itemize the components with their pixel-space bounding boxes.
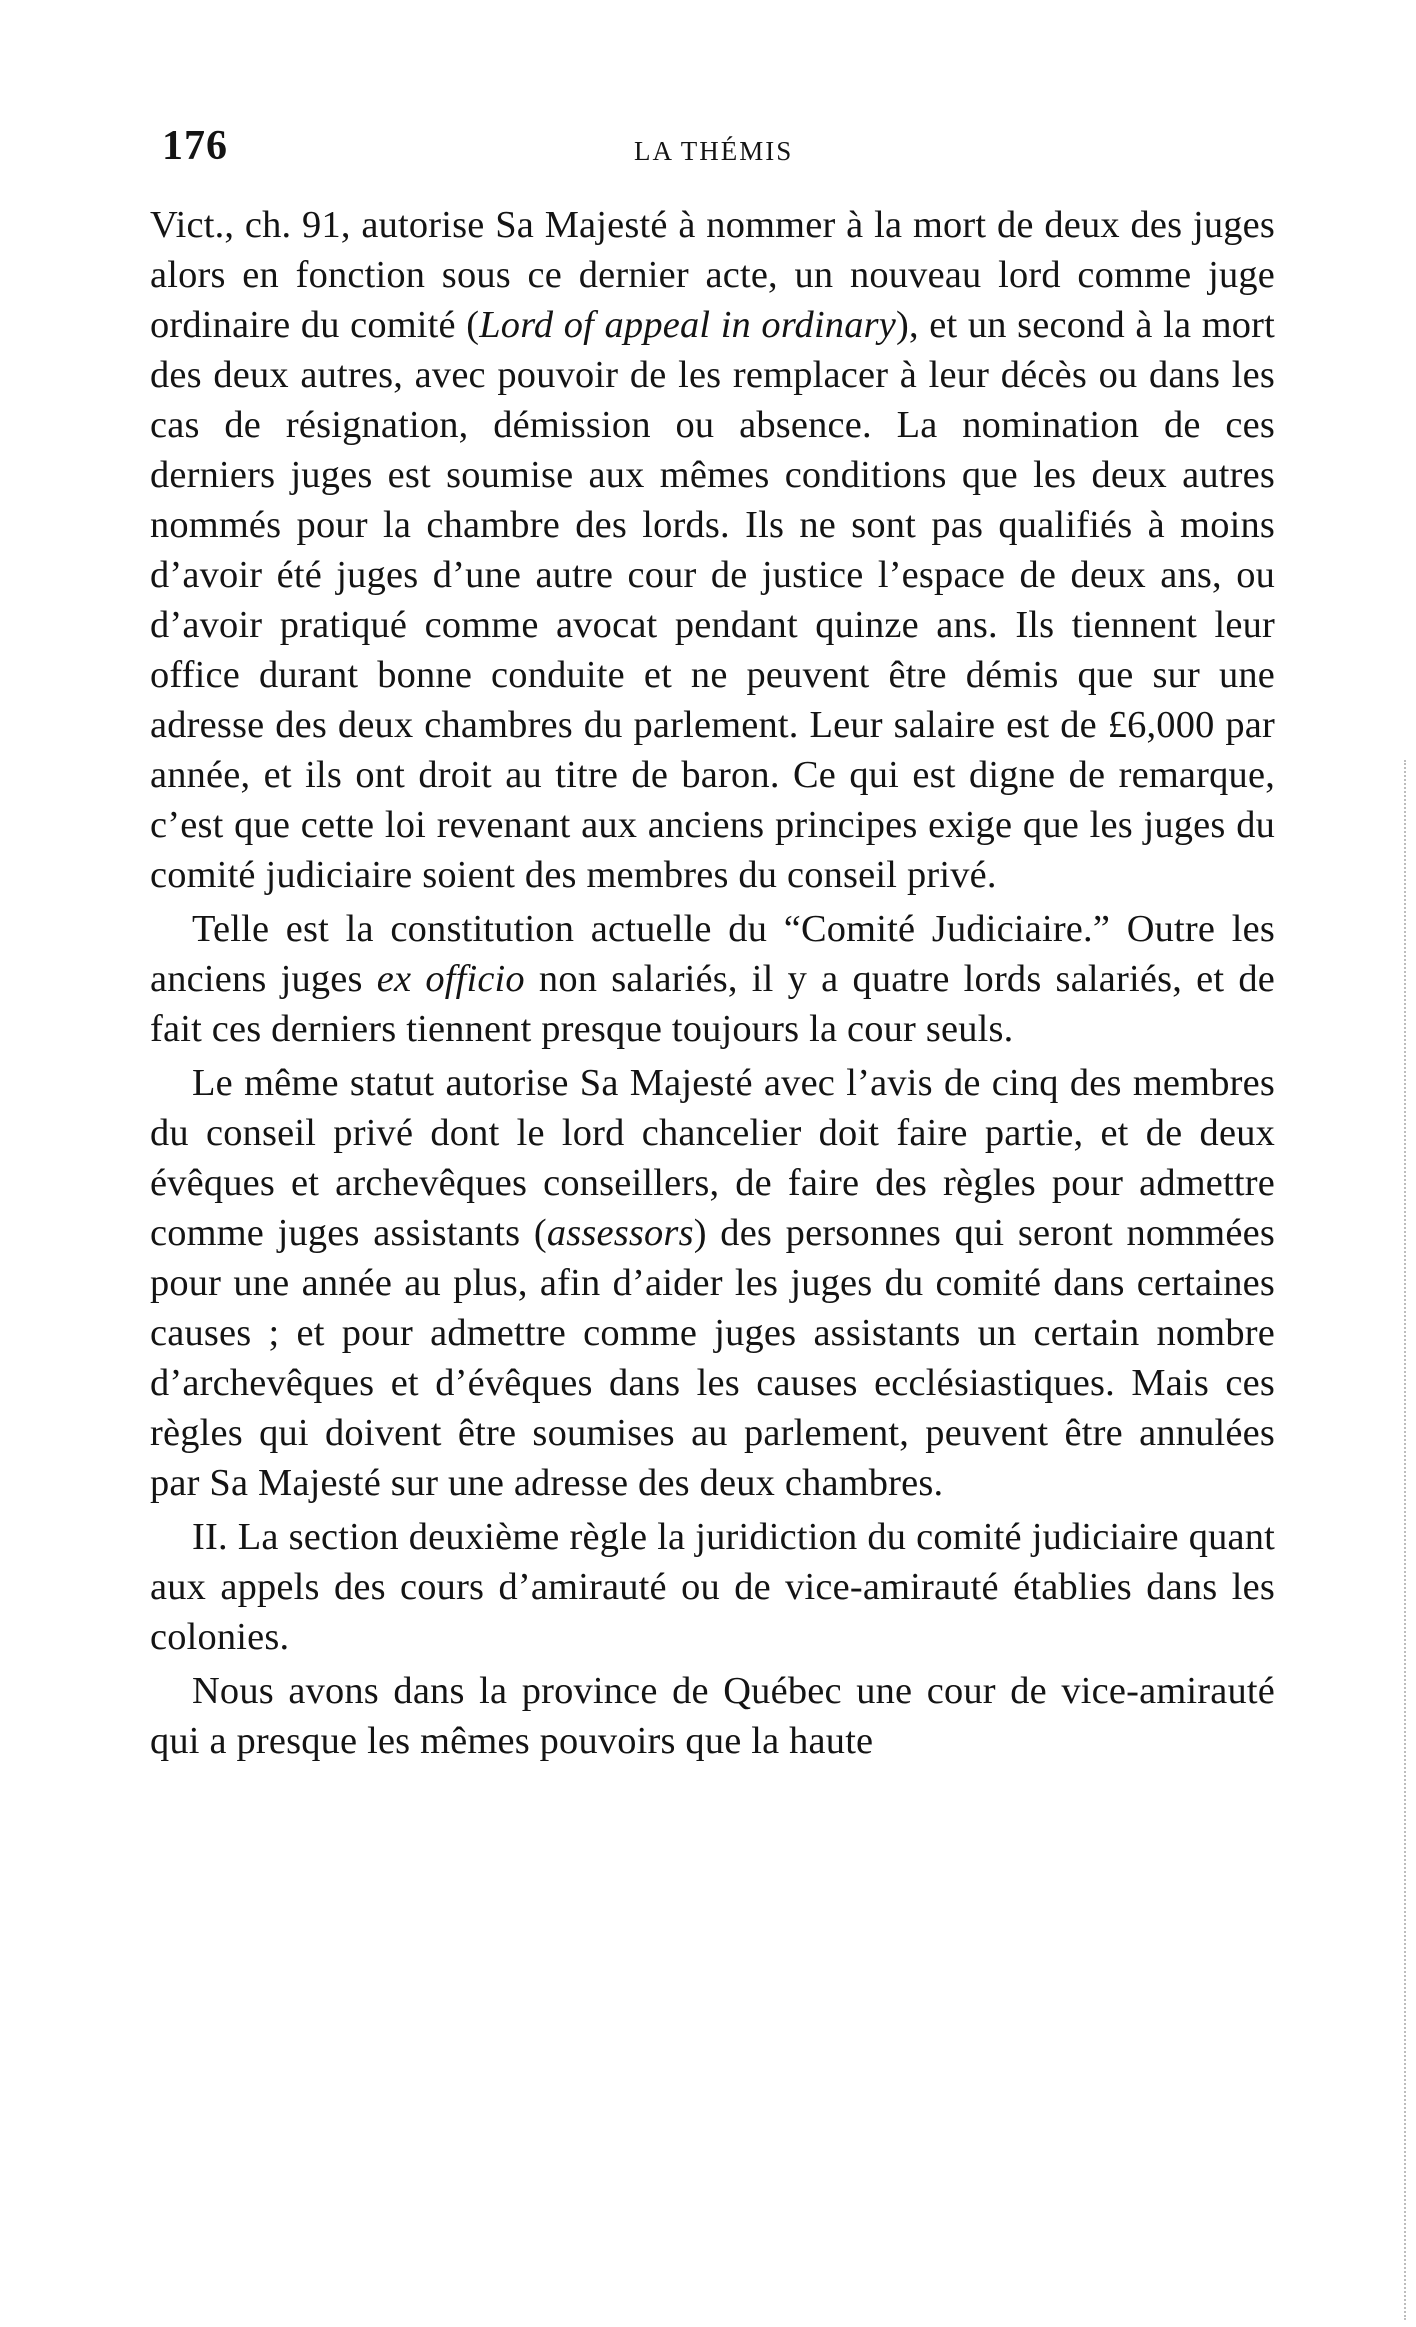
italic-phrase: Lord of appeal in ordinary <box>479 304 896 346</box>
text-segment: ), et un second à la mort des deux autres, avec pouvoir de les remplacer à leur décès ou dans les cas de résignation, démission ou absence. La nomination de ces derniers juges est soumise aux mêmes conditions que les deux autres nommés pour la chambre des lords. Ils ne sont pas qualifiés à moins d’avoir été juges d’une autre cour de justice l’espace de deux ans, ou d’avoir pratiqué comme avocat pendant quinze ans. Ils tiennent leur office durant bonne conduite et ne peuvent être démis que sur une adresse des deux chambres du parlement. Leur salaire est de £6,000 par année, et ils ont droit au titre de baron. Ce qui est digne de remarque, c’est que cette loi revenant aux anciens principes exige que les juges du comité judiciaire soient des membres du conseil privé. <box>150 304 1275 896</box>
paragraph-1 <box>150 200 1275 900</box>
text-segment: II. La section deuxième règle la juridiction du comité judiciaire quant aux appels des cours d’amirauté ou de vice-amirauté établies dans les colonies. <box>150 1516 1275 1658</box>
journal-title: LA THÉMIS <box>634 136 794 166</box>
text-segment: Nous avons dans la province de Québec une cour de vice-amirauté qui a presque les mêmes pouvoirs que la haute <box>150 1670 1275 1762</box>
italic-phrase: assessors <box>546 1212 694 1254</box>
italic-phrase: ex officio <box>376 958 525 1000</box>
body-text <box>150 200 1275 1766</box>
paragraph-2 <box>150 904 1275 1054</box>
running-head <box>162 122 1270 182</box>
text-segment: ) des personnes qui seront nommées pour une année au plus, afin d’aider les juges du comité dans certaines causes ; et pour admettre comme juges assistants un certain nombre d’archevêques et d’évêques dans les causes ecclésiastiques. Mais ces règles qui doivent être soumises au parlement, peuvent être annulées par Sa Majesté sur une adresse des deux chambres. <box>150 1212 1275 1504</box>
paragraph-5 <box>150 1666 1275 1766</box>
scan-edge-speckle <box>1404 760 1410 2320</box>
text-segment: Vict., ch. 91, autorise Sa Majesté à nommer à la mort de deux des juges alors en fonction sous ce dernier acte, un nouveau lord comme juge ordinaire du comité ( <box>150 204 1275 346</box>
text-segment: Le même statut autorise Sa Majesté avec l’avis de cinq des membres du conseil privé dont le lord chancelier doit faire partie, et de deux évêques et archevêques conseillers, de faire des règles pour admettre comme juges assistants ( <box>150 1062 1275 1254</box>
paragraph-3 <box>150 1058 1275 1508</box>
text-segment: non salariés, il y a quatre lords salariés, et de fait ces derniers tiennent presque toujours la cour seuls. <box>150 958 1275 1050</box>
text-segment: Telle est la constitution actuelle du “Comité Judiciaire.” Outre les anciens juges <box>150 908 1275 1000</box>
page-number: 176 <box>162 123 228 169</box>
paragraph-4 <box>150 1512 1275 1662</box>
